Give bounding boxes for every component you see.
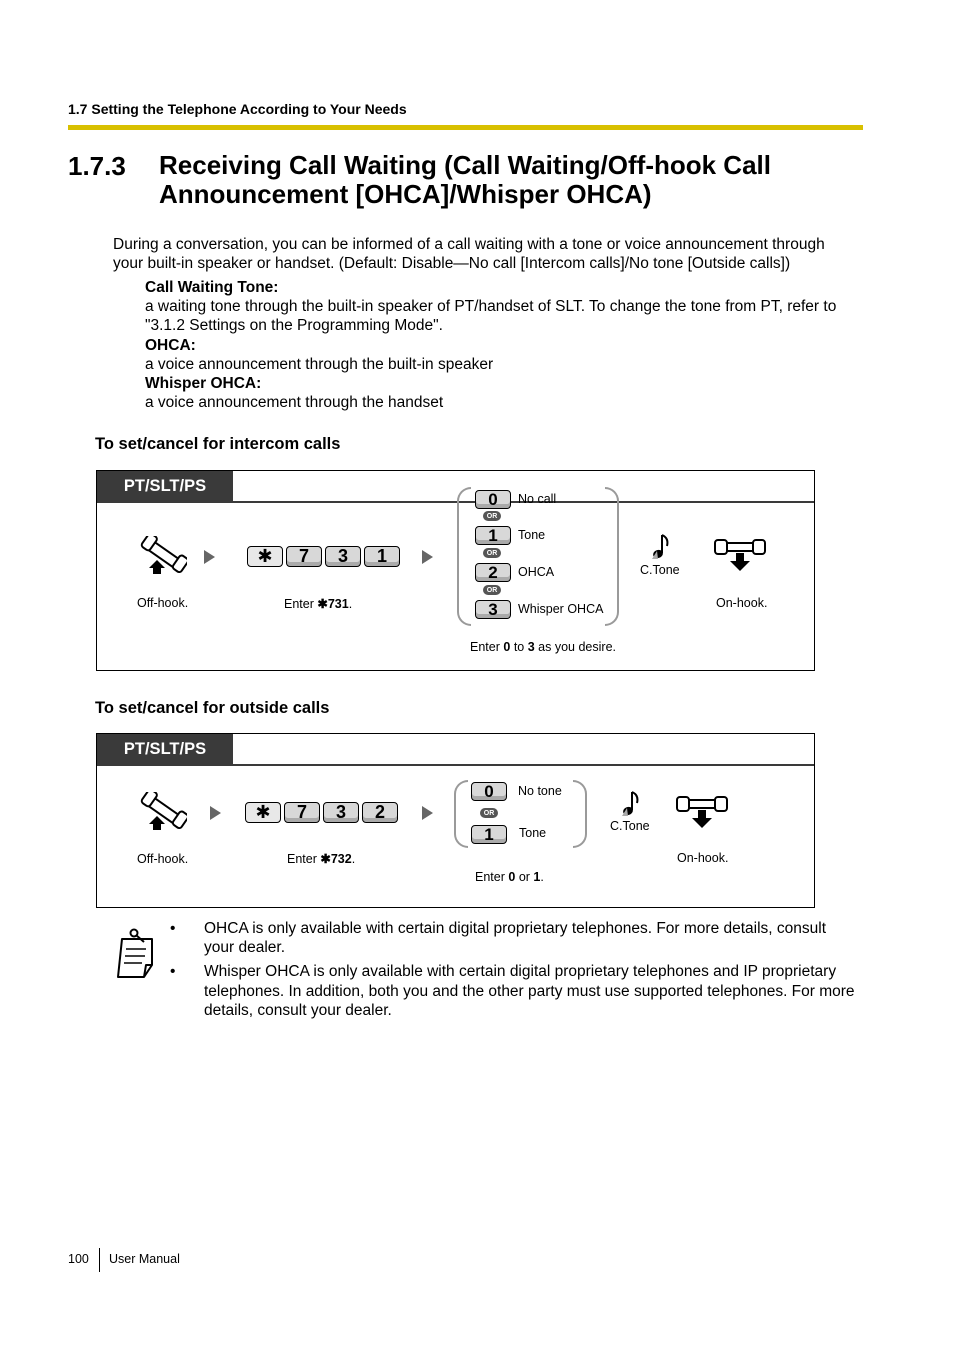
tab-underline: [97, 764, 814, 766]
ctone-caption: C.Tone: [610, 819, 650, 833]
step-arrow: [210, 806, 221, 820]
section-number: 1.7.3: [68, 151, 126, 181]
note-text: OHCA is only available with certain digital proprietary telephones. For more details, consult your dealer.: [204, 920, 827, 957]
definition-term: Call Waiting Tone:: [145, 279, 279, 296]
option-key: 3: [475, 600, 511, 619]
definition-term: Whisper OHCA:: [145, 375, 262, 393]
feature-code-keys: [247, 546, 400, 567]
range-mid: to: [513, 640, 525, 654]
range-end: .: [540, 870, 544, 884]
option-key: 1: [471, 825, 507, 844]
note-item: • OHCA is only available with certain digital proprietary telephones. For more details, consult your dealer.: [170, 920, 827, 957]
running-header: 1.7 Setting the Telephone According to Your Needs: [68, 101, 407, 117]
or-badge: OR: [483, 511, 501, 521]
feature-code-keys: [245, 802, 398, 823]
section-title: Receiving Call Waiting (Call Waiting/Off-hook Call Announcement [OHCA]/Whisper OHCA): [159, 150, 771, 209]
outside-tab: PT/SLT/PS: [97, 734, 233, 764]
or-badge: OR: [483, 548, 501, 558]
enter-caption: Enter ✱731.: [284, 597, 353, 611]
outside-heading: To set/cancel for outside calls: [95, 699, 330, 717]
ctone-caption: C.Tone: [640, 563, 680, 577]
intercom-heading: To set/cancel for intercom calls: [95, 435, 341, 453]
option-label: No tone: [518, 784, 562, 798]
feature-code: ✱731: [317, 597, 349, 611]
offhook-caption: Off-hook.: [137, 596, 189, 610]
onhook-handset-icon: [676, 796, 728, 835]
definition-desc: a voice announcement through the handset: [145, 394, 444, 412]
onhook-caption: On-hook.: [677, 851, 729, 865]
note-icon: [112, 925, 164, 990]
range-enter: Enter: [470, 640, 500, 654]
option-key: 0: [471, 782, 507, 801]
notes-list: [170, 919, 860, 1025]
star-key: ✱: [245, 802, 281, 823]
onhook-caption: On-hook.: [716, 596, 768, 610]
range-end: as you desire.: [538, 640, 616, 654]
footer-divider: [99, 1248, 100, 1272]
definition-desc: a voice announcement through the built-in speaker: [145, 355, 494, 373]
note-text: Whisper OHCA is only available with certain digital proprietary telephones and IP proprietary telephones. In addition, both you and the other party must use supported telephones. For more details, consult your dealer.: [204, 963, 855, 1019]
or-badge: OR: [483, 585, 501, 595]
range-caption: [470, 640, 616, 654]
or-badge: OR: [480, 808, 498, 818]
intercom-procedure-box: [96, 470, 815, 671]
range-from: 0: [508, 870, 516, 884]
enter-word: Enter: [287, 852, 317, 866]
feature-code: ✱732: [320, 852, 352, 866]
intercom-tab: PT/SLT/PS: [97, 471, 233, 501]
option-key: 2: [475, 563, 511, 582]
header-rule: [68, 125, 863, 130]
enter-word: Enter: [284, 597, 314, 611]
options-bracket-left: [457, 487, 471, 626]
step-arrow: [204, 550, 215, 564]
option-label: Tone: [519, 826, 547, 840]
intro-paragraph: During a conversation, you can be informed of a call waiting with a tone or voice announcement through your built-in speaker or handset. (Default: Disable—No call [Intercom calls]/No tone [Outside calls]): [113, 236, 825, 272]
enter-caption: Enter ✱732.: [287, 852, 356, 866]
digit-key: 3: [325, 546, 361, 567]
range-from: 0: [503, 640, 511, 654]
options-bracket-left: [454, 780, 468, 848]
confirmation-tone-icon: [650, 533, 672, 566]
range-to: 1: [533, 870, 541, 884]
definition-desc: a waiting tone through the built-in speaker of PT/handset of SLT. To change the tone from PT, refer to "3.1.2 Settings on the Programming Mode".: [145, 298, 837, 335]
range-enter: Enter: [475, 870, 505, 884]
outside-procedure-box: [96, 733, 815, 908]
options-bracket-right: [605, 487, 619, 626]
option-label: Tone: [518, 528, 546, 542]
offhook-handset-icon: [137, 536, 187, 583]
step-arrow: [422, 806, 433, 820]
range-to: 3: [527, 640, 535, 654]
option-key: 0: [475, 490, 511, 509]
options-bracket-right: [573, 780, 587, 848]
definition-term: OHCA:: [145, 336, 196, 354]
tab-underline: [97, 501, 814, 503]
range-mid: or: [518, 870, 530, 884]
digit-key: 7: [286, 546, 322, 567]
digit-key: 1: [364, 546, 400, 567]
offhook-caption: Off-hook.: [137, 852, 189, 866]
option-label: No call: [518, 492, 557, 506]
definitions-list: [145, 278, 865, 412]
note-item: • Whisper OHCA is only available with certain digital proprietary telephones and IP proprietary telephones. In addition, both you and the other party must use supported telephones. For more details, consult your dealer.: [170, 963, 855, 1019]
option-label: Whisper OHCA: [518, 602, 604, 616]
footer-doc-title: User Manual: [109, 1252, 180, 1266]
digit-key: 2: [362, 802, 398, 823]
option-key: 1: [475, 526, 511, 545]
digit-key: 7: [284, 802, 320, 823]
onhook-handset-icon: [714, 539, 766, 578]
range-caption: [475, 870, 544, 884]
star-key: ✱: [247, 546, 283, 567]
offhook-handset-icon: [137, 792, 187, 839]
digit-key: 3: [323, 802, 359, 823]
step-arrow: [422, 550, 433, 564]
page-number: 100: [68, 1252, 89, 1266]
option-label: OHCA: [518, 565, 555, 579]
